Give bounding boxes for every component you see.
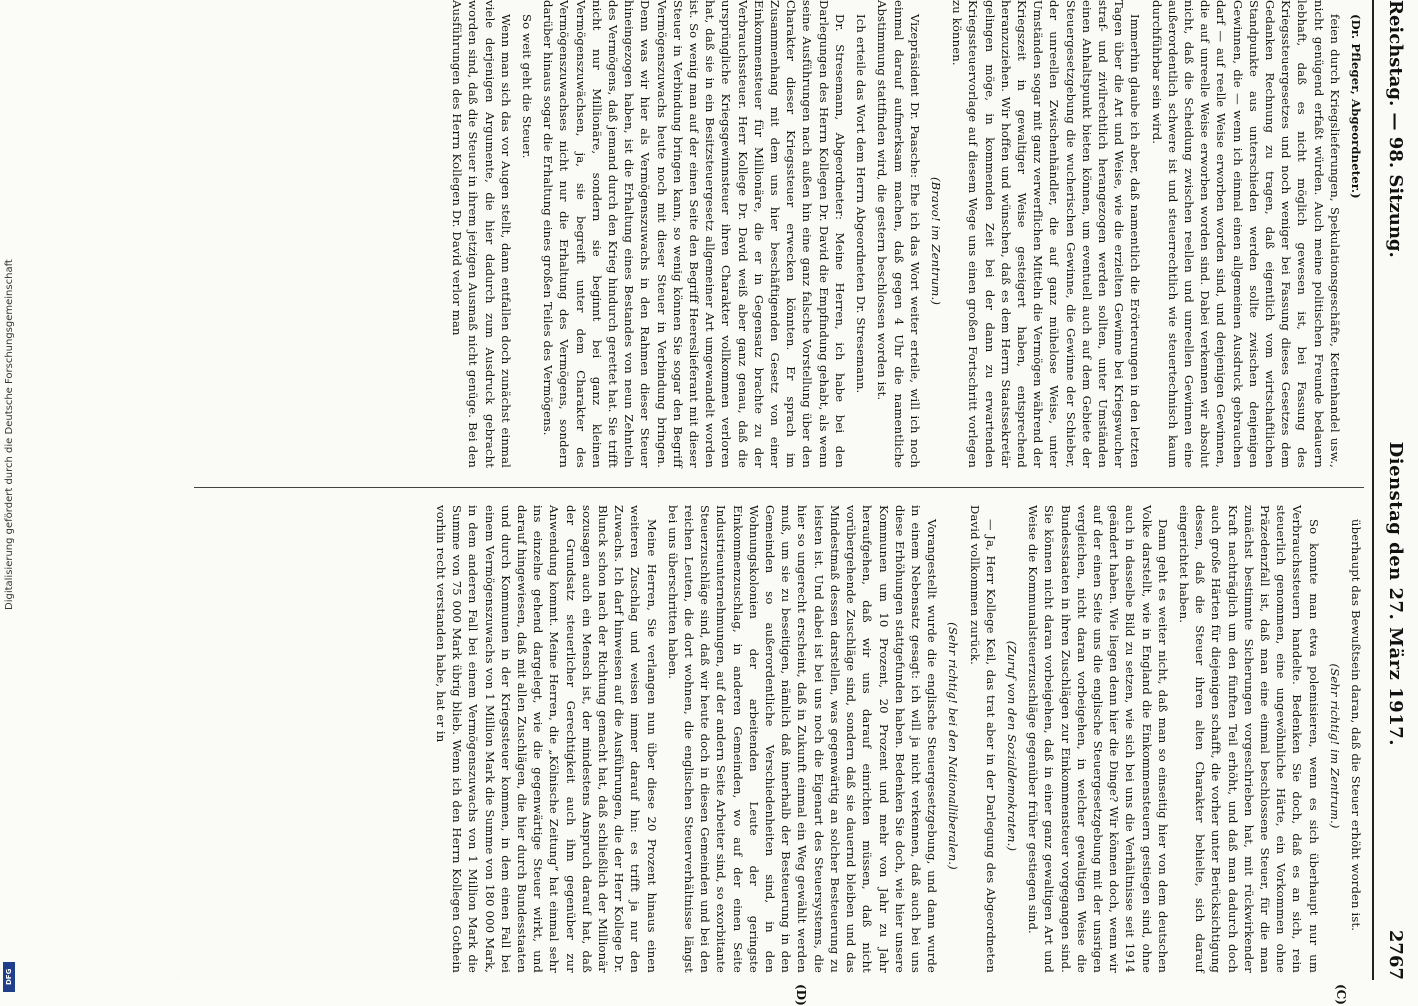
- page-header: [1378, 0, 1406, 980]
- text-paragraph: — Ja, Herr Kollege Keil, das trat aber in der Darlegung des Abgeordneten David vollkommen zurück.: [967, 505, 998, 973]
- text-paragraph: Vorangestellt wurde die englische Steuergesetzgebung, und dann wurde in einem Nebensatz gesagt: ich will ja nicht verkennen, daß auch bei uns diese Erhöhungen stattgefunden haben. Bedenken Sie doch, wie hier unsere Kommunen um 10 Prozent, 20 Prozent und mehr von Jahr zu Jahr heraufgehen, daß wir uns darauf einrichten müssen, daß nicht vorübergehende Zuschläge sind, sondern daß sie dauernd bleiben und das Mindestmaß dessen darstellen, was gegenwärtig an solcher Besteuerung zu leisten ist. Und dabei ist bei uns noch die Eigenart des Steuersystems, die hier so ungerecht erscheint, daß in Zukunft einmal ein Weg gewählt werden muß, um sie zu beseitigen, nämlich daß innerhalb der Besteuerung in den Gemeinden so außerordentliche Verschiedenheiten sind, in den Wohnungskolonien der arbeitenden Leute der geringste Einkommenzuschlag, in anderen Gemeinden, wo auf der einen Seite Industrieunternehmungen, auf der andern Seite Arbeiter sind, so exorbitante Steuerzuschläge sind, daß wir heute doch in diesen Gemeinden und bei den reichen Leuten, die dort wohnen, die englischen Steuerverhältnisse längst bei uns überschritten haben.: [665, 505, 940, 973]
- text-paragraph: Ich erteile das Wort dem Herrn Abgeordneten Dr. Stresemann.: [854, 14, 869, 394]
- column-divider: [194, 487, 1364, 488]
- text-paragraph: Immerhin glaube ich aber, daß namentlich die Erörterungen in den letzten Tagen über die Art und Weise, wie die erzielten Gewinne bei Kriegswucher straf- und zivilrechtlich herangezogen werden sollten, unter Umständen einen Anhaltspunkt bieten können, um eventuell auch auf dem Gebiete der Steuergesetzgebung die wucherischen Gewinne, die Gewinne der Schieber, der unreellen Zwischenhändler, die auf ganz mühelose Weise, unter Umständen sogar mit ganz verwerflichen Mitteln die Vermögen während der Kriegszeit in gewaltiger Weise gesteigert haben, entsprechend heranzuziehen. Wir hoffen und wünschen, daß es dem Herrn Staatssekretär gelingen möge, in kommenden Zeit bei der dann zu erwartenden Kriegssteuervorlage auf diesem Wege uns einen großen Fortschritt vorlegen zu können.: [950, 0, 1143, 468]
- left-column: [194, 0, 1364, 468]
- header-left: Reichstag. — 98. Sitzung.: [1385, 0, 1406, 258]
- digitization-credit: Digitalisierung gefördert durch die Deutsche Forschungsgemeinschaft: [4, 259, 15, 610]
- text-paragraph: So weit geht die Steuer.: [520, 14, 535, 159]
- interjection-note: (Zuruf von den Sozialdemokraten.): [1004, 640, 1019, 852]
- margin-mark-d: (D): [794, 984, 808, 1006]
- text-paragraph: So konnte man etwa polemisieren, wenn es sich überhaupt nur um Verbrauchssteuern handelte. Bedenken Sie doch, daß es an sich, rein steuerlich genommen, eine ungewöhnliche Härte, ein Vorkommen ohne Präzedenzfall ist, daß man eine einmal beschlossene Steuer, für die man zunächst bestimmte Sicherungen vorgeschrieben hat, mit rückwirkender Kraft nachträglich um den fünften Teil erhöht, und daß man dadurch doch auch große Härten für diejenigen schafft, die vorher unter Berücksichtigung dessen, daß die Steuer ihren alten Charakter behielte, sich darauf eingerichtet haben.: [1176, 505, 1321, 973]
- header-rule: [1372, 0, 1374, 980]
- page-number: 2767: [1385, 929, 1406, 980]
- dfg-logo: DFG: [3, 962, 15, 992]
- interjection-note: (Sehr richtig! bei den Nationalliberalen.): [946, 622, 961, 870]
- margin-mark-c: (C): [1334, 984, 1348, 1005]
- text-paragraph: feien durch Kriegslieferungen, Spekulationsgeschäfte, Kettenhandel usw., nicht genügend erfaßt würden. Auch meine politischen Freunde bedauern lebhaft, daß es nicht möglich gewesen ist, bei Fassung des Kriegssteuergesetzes und noch weniger bei Fassung dieses Gesetzes dem Gedanken Rechnung zu tragen, daß eigentlich vom wirtschaftlichen Standpunkte aus unterschieden werden sollte zwischen denjenigen Gewinnen, die — wenn ich einmal einen allgemeinen Ausdruck gebrauchen darf — auf reelle Weise erworben worden sind, und denjenigen Gewinnen, die auf unreelle Weise erworben worden sind. Dabei verkennen wir absolut nicht, daß die Scheidung zwischen reellen und unreellen Gewinnen eine außerordentlich schwere ist und steuerrechtlich wie steuertechnisch kaum durchführbar sein wird.: [1149, 0, 1342, 468]
- interjection-note: (Sehr richtig! im Zentrum.): [1327, 663, 1342, 829]
- right-column: [194, 505, 1364, 973]
- text-paragraph: überhaupt das Bewußtsein daran, daß die Steuer erhöht worden ist.: [1349, 519, 1363, 932]
- interjection-note: (Bravo! im Zentrum.): [928, 176, 943, 305]
- text-paragraph: Vizepräsident Dr. Paasche: Ehe ich das Wort weiter erteile, will ich noch einmal darauf aufmerksam machen, daß gegen 4 Uhr die namentliche Abstimmung stattfinden wird, die gestern beschlossen worden ist.: [875, 0, 922, 468]
- text-paragraph: Dr. Stresemann, Abgeordneter: Meine Herren, ich habe bei den Darlegungen des Herrn Kollegen Dr. David die Empfindung gehabt, als wenn seine Ausführungen nach außen hin eine ganz falsche Vorstellung über den Charakter dieser Kriegssteuer erwecken könnten. Er sprach im Zusammenhang mit dem uns hier beschäftigenden Gesetz von einer Einkommensteuer für Millionäre, die er in Gegensatz brachte zu der Verbrauchssteuer. Herr Kollege Dr. David weiß aber ganz genau, daß die ursprüngliche Kriegsgewinnsteuer ihren Charakter vollkommen verloren hat, daß sie in ein Besitzsteuergesetz allgemeiner Art umgewandelt worden ist. So wenig man auf der einen Seite den Begriff Heereslieferant mit dieser Steuer in Verbindung bringen kann, so wenig können Sie sogar den Begriff Vermögenszuwachs heute noch mit dieser Steuer in Verbindung bringen. Denn was wir hier als Vermögenszuwachs in den Rahmen dieser Steuer hineingezogen haben, ist die Erhaltung eines Bestandes von neun Zehnteln des Vermögens, daß jemand durch den Krieg hindurch gerettet hat. Sie trifft nicht nur Millionäre, sondern sie beginnt bei ganz kleinen Vermögenszuwächsen, ja, sie begreift unter dem Charakter des Vermögenszuwachses nicht nur die Erhaltung des Vermögens, sondern darüber hinaus sogar die Erhaltung eines großen Teiles des Vermögens.: [541, 0, 847, 468]
- speaker-line: (Dr. Pfleger, Abgeordneter.): [1349, 14, 1363, 199]
- header-date: Dienstag den 27. März 1917.: [1385, 441, 1406, 747]
- text-paragraph: Dann geht es weiter nicht, daß man so einseitig hier von dem deutschen Volke darstellt, wie in England die Einkommensteuern gestiegen sind, ohne auch in dasselbe Bild zu setzen, wie sich bei uns die Verhältnisse seit 1914 geändert haben. Wie liegen denn hier die Dinge? Wir können doch, wenn wir auf der einen Seite uns die englische Steuergesetzgebung mit der unsrigen vergleichen, nicht daran vorbeigehen, in welcher gewaltigen Weise die Bundesstaaten in ihren Zuschlägen zur Einkommensteuer vorgegangen sind. Sie können nicht daran vorbeigehen, daß in einer ganz gewaltigen Art und Weise die Kommunalsteuerzuschläge gegenüber früher gestiegen sind.: [1026, 505, 1170, 973]
- text-paragraph: Meine Herren, Sie verlangen nun über diese 20 Prozent hinaus einen weiteren Zuschlag und weisen immer darauf hin: es trifft ja nur den Zuwachs. Ich darf hinweisen auf die Ausführungen, die der Herr Kollege Dr. Blunck schon nach der Richtung gemacht hat, daß schließlich der Millionär sozusagen auch ein Mensch ist, der mindestens Anspruch darauf hat, daß der Grundsatz steuerlicher Gerechtigkeit auch ihm gegenüber zur Anwendung kommt. Meine Herren, die „Kölnische Zeitung“ hat einmal sehr ins einzelne gehend dargelegt, wie die gegenwärtige Steuer wirkt, und darauf hingewiesen, daß mit allen Zuschlägen, die hier durch Bundesstaaten und durch Kommunen in der Kriegssteuer kommen, in dem einen Fall bei einem Vermögenszuwachs von 1 Million Mark die Summe von 180 000 Mark, in dem anderen Fall bei einem Vermögenszuwachs von 1 Million Mark die Summe von 75 000 Mark übrig blieb. Wenn ich den Herrn Kollegen Gothein vorhin recht verstanden habe, hat er in: [434, 505, 659, 973]
- text-paragraph: Wenn man sich das vor Augen stellt, dann entfallen doch zunächst einmal viele derjenigen Argumente, die hier dadurch zum Ausdruck gebracht worden sind, daß die Steuer in ihrem jetzigen Ausmaß nicht genüge. Bei den Ausführungen des Herrn Kollegen Dr. David verlor man: [450, 0, 513, 468]
- newspaper-page: [178, 0, 1418, 1006]
